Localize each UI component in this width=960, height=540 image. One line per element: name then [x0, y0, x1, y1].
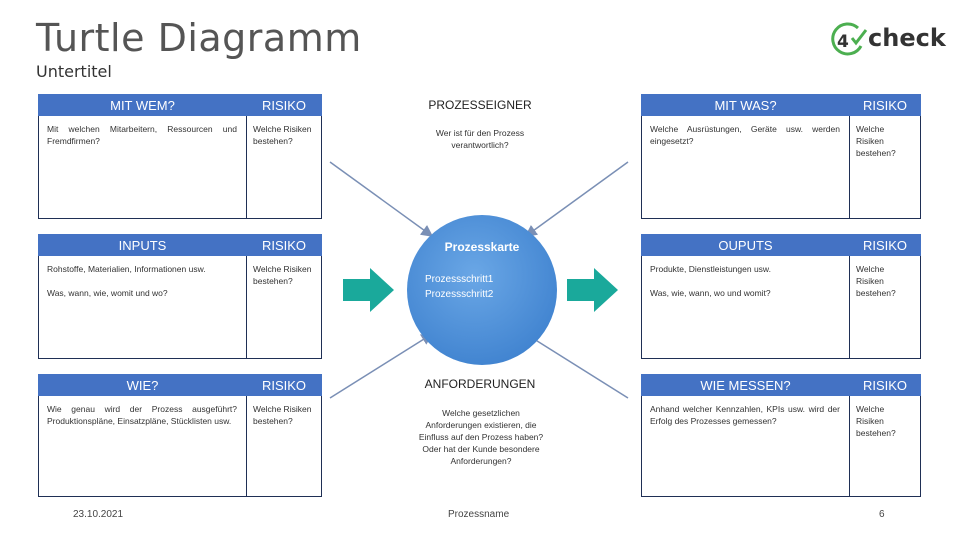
connector-wem	[330, 162, 432, 236]
inputs-text-1: Rohstoffe, Materialien, Informationen usw.	[47, 264, 206, 274]
outputs-risk-header: RISIKO	[849, 234, 921, 256]
wem-risk-header: RISIKO	[246, 94, 322, 116]
inputs-text-2: Was, wann, wie, womit und wo?	[47, 288, 168, 298]
messen-risk-header: RISIKO	[849, 374, 921, 396]
was-header: MIT WAS?	[641, 94, 850, 116]
logo-digit: 4	[837, 32, 849, 52]
outputs-risk-text: Welche Risiken bestehen?	[856, 264, 896, 298]
wem-text: Mit welchen Mitarbeitern, Ressourcen und Fremdfirmen?	[47, 124, 237, 146]
outputs-text-2: Was, wie, wann, wo und womit?	[650, 288, 771, 298]
process-owner-text: Wer ist für den Prozess verantwortlich?	[435, 128, 525, 150]
wie-text: Wie genau wird der Prozess ausgeführt? Produktionspläne, Einsatzpläne, Stücklisten usw.	[47, 404, 237, 426]
output-arrow-icon	[567, 268, 618, 312]
page-title: Turtle Diagramm	[36, 16, 362, 60]
wie-risk-text: Welche Risiken bestehen?	[253, 404, 312, 426]
wem-risk-text: Welche Risiken bestehen?	[253, 124, 312, 146]
input-arrow-icon	[343, 268, 394, 312]
footer-date: 23.10.2021	[73, 509, 124, 520]
messen-risk-text: Welche Risiken bestehen?	[856, 404, 896, 438]
wie-risk-header: RISIKO	[246, 374, 322, 396]
requirements-title: ANFORDERUNGEN	[424, 377, 536, 391]
outputs-text-1: Produkte, Dienstleistungen usw.	[650, 264, 771, 274]
footer-process-name: Prozessname	[448, 509, 510, 520]
logo-text: check	[868, 24, 946, 52]
process-owner-title: PROZESSEIGNER	[428, 98, 532, 112]
inputs-header: INPUTS	[38, 234, 247, 256]
process-card-title: Prozesskarte	[444, 240, 520, 254]
connector-was	[526, 162, 628, 236]
process-step-1: Prozessschritt1	[425, 274, 494, 285]
messen-text: Anhand welcher Kennzahlen, KPIs usw. wird der Erfolg des Prozesses gemessen?	[650, 404, 840, 426]
inputs-risk-text: Welche Risiken bestehen?	[253, 264, 312, 286]
messen-header: WIE MESSEN?	[641, 374, 850, 396]
outputs-header: OUPUTS	[641, 234, 850, 256]
was-text: Welche Ausrüstungen, Geräte usw. werden eingesetzt?	[650, 124, 840, 146]
wem-header: MIT WEM?	[38, 94, 247, 116]
was-risk-text: Welche Risiken bestehen?	[856, 124, 896, 158]
page-number: 6	[879, 509, 885, 520]
requirements-text: Welche gesetzlichen Anforderungen existieren, die Einfluss auf den Prozess haben? Oder hat der Kunde besondere Anforderungen?	[418, 408, 544, 466]
was-risk-header: RISIKO	[849, 94, 921, 116]
wie-header: WIE?	[38, 374, 247, 396]
process-step-2: Prozessschritt2	[425, 289, 494, 300]
page-subtitle: Untertitel	[36, 62, 112, 81]
inputs-risk-header: RISIKO	[246, 234, 322, 256]
